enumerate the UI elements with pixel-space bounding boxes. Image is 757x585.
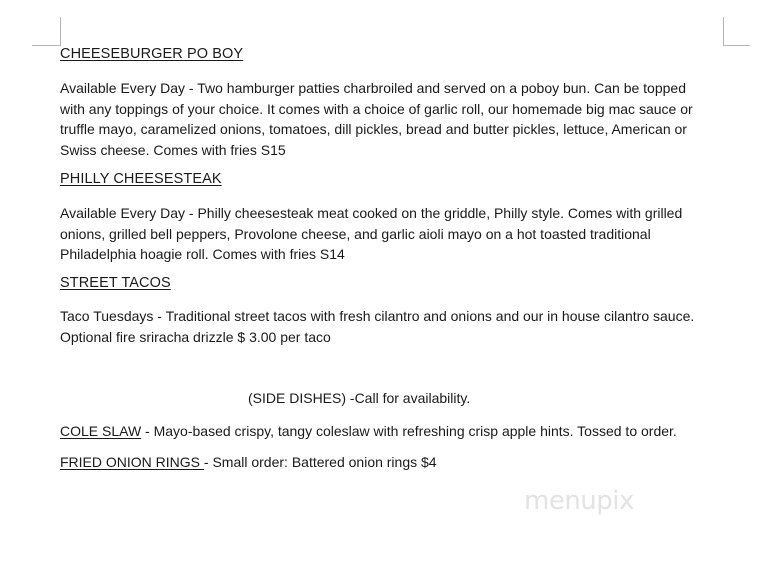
item-description-cheeseburger-po-boy bbox=[60, 78, 693, 160]
side-item-description: - Mayo-based crispy, tangy coleslaw with refreshing crisp apple hints. Tossed to order. bbox=[141, 423, 677, 439]
description-line: with any toppings of your choice. It comes with a choice of garlic roll, our homemade big mac sauce or bbox=[60, 100, 693, 117]
description-line: Taco Tuesdays - Traditional street tacos with fresh cilantro and onions and our in house cilantro sauce. bbox=[60, 308, 695, 324]
description-line: Available Every Day - Two hamburger patties charbroiled and served on a poboy bun. Can be topped bbox=[60, 80, 686, 96]
item-description-philly-cheesesteak bbox=[60, 203, 682, 265]
item-heading-cheeseburger-po-boy: CHEESEBURGER PO BOY bbox=[60, 46, 244, 62]
side-item-fried-onion-rings bbox=[60, 454, 437, 470]
side-item-cole-slaw bbox=[60, 423, 677, 439]
item-heading-philly-cheesesteak: PHILLY CHEESESTEAK bbox=[60, 171, 222, 187]
description-line: truffle mayo, caramelized onions, tomatoes, dill pickles, bread and butter pickles, lettuce, American or bbox=[60, 121, 687, 137]
side-item-name: FRIED ONION RINGS bbox=[60, 454, 204, 470]
description-line: onions, grilled bell peppers, Provolone cheese, and garlic aioli mayo on a hot toasted traditional bbox=[60, 225, 651, 242]
side-item-name: COLE SLAW bbox=[60, 423, 142, 439]
item-heading-street-tacos: STREET TACOS bbox=[60, 275, 171, 291]
menupix-watermark: menupix bbox=[524, 486, 634, 516]
description-line: Optional fire sriracha drizzle $ 3.00 per taco bbox=[60, 328, 331, 345]
side-dishes-title: (SIDE DISHES) -Call for availability. bbox=[248, 390, 471, 406]
description-line: Available Every Day - Philly cheesesteak meat cooked on the griddle, Philly style. Comes with grilled bbox=[60, 205, 683, 221]
item-description-street-tacos bbox=[60, 306, 694, 347]
side-item-description: - Small order: Battered onion rings $4 bbox=[203, 454, 437, 470]
description-line: Swiss cheese. Comes with fries S15 bbox=[60, 141, 286, 158]
description-line: Philadelphia hoagie roll. Comes with fries S14 bbox=[60, 246, 345, 262]
